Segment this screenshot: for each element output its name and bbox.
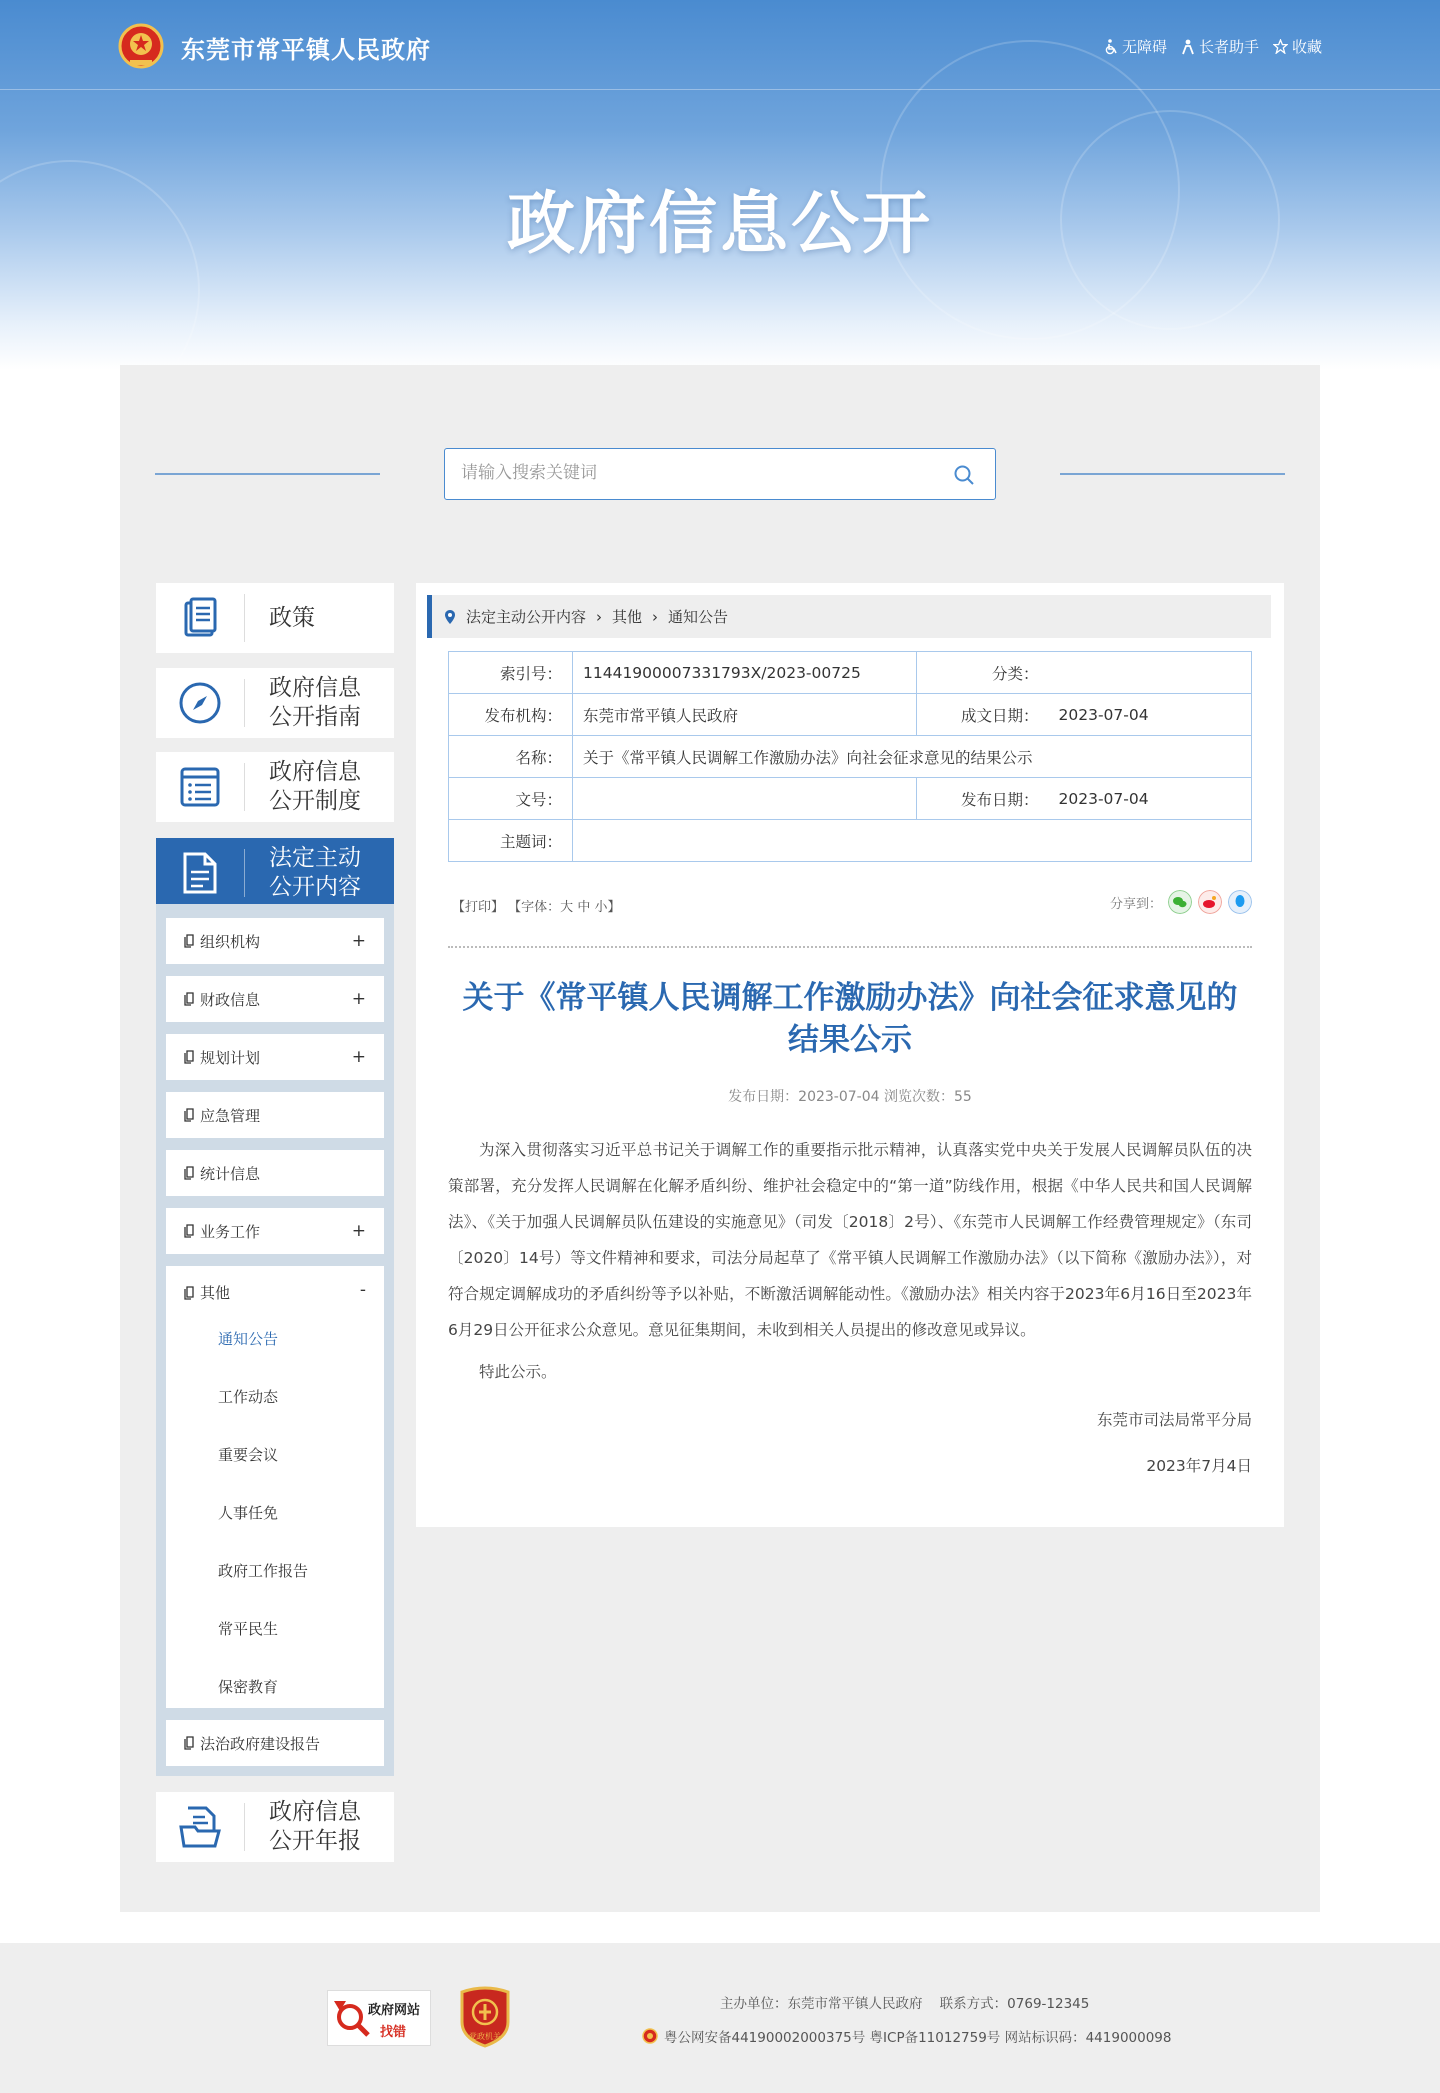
nav-policy[interactable] bbox=[156, 583, 394, 653]
file-icon bbox=[184, 1286, 196, 1300]
header-tools bbox=[1104, 36, 1322, 57]
print-button[interactable]: 【打印】 bbox=[452, 900, 505, 915]
font-small-button[interactable]: 小 bbox=[594, 900, 608, 915]
leaf-confidentiality[interactable]: 保密教育 bbox=[218, 1678, 279, 1696]
meta-index-label: 索引号： bbox=[449, 652, 573, 694]
breadcrumb bbox=[427, 595, 1271, 638]
file-icon bbox=[184, 1166, 196, 1180]
nav-legal-label: 法定主动 公开内容 bbox=[269, 845, 361, 900]
subnav-stats[interactable] bbox=[166, 1150, 384, 1196]
nav-separator bbox=[244, 763, 245, 811]
leaf-gov-report[interactable]: 政府工作报告 bbox=[218, 1562, 309, 1580]
expand-icon[interactable]: + bbox=[351, 1047, 366, 1067]
article-body bbox=[448, 1132, 1252, 1390]
file-icon bbox=[184, 1736, 196, 1750]
accessibility-button[interactable] bbox=[1104, 36, 1167, 57]
collapse-icon[interactable]: - bbox=[359, 1280, 366, 1300]
folder-document-icon bbox=[178, 1805, 222, 1849]
breadcrumb-other[interactable]: 其他 bbox=[612, 608, 643, 626]
elder-helper-button[interactable] bbox=[1181, 36, 1259, 57]
search-divider-right bbox=[1060, 473, 1285, 475]
font-medium-button[interactable]: 中 bbox=[577, 900, 591, 915]
header-banner bbox=[0, 0, 1440, 370]
article-paragraph: 为深入贯彻落实习近平总书记关于调解工作的重要指示批示精神，认真落实党中央关于发展人民调解员队伍的决策部署，充分发挥人民调解在化解矛盾纠纷、维护社会稳定中的“第一道”防线作用，根据《中华人民共和国人民调解法》、《关于加强人民调解员队伍建设的实施意见》（司发〔2018〕2号）、《东莞市人民调解工作经费管理规定》（东司〔2020〕14号）等文件精神和要求，司法分局起草了《常平镇人民调解工作激励办法》（以下简称《激励办法》），对符合规定调解成功的矛盾纠纷等予以补贴，不断激活调解能动性。《激励办法》相关内容于2023年6月16日至2023年6月29日公开征求公众意见。意见征集期间，未收到相关人员提出的修改意见或异议。 bbox=[448, 1141, 1252, 1339]
nav-policy-label: 政策 bbox=[269, 604, 315, 631]
book-icon bbox=[180, 597, 220, 639]
list-document-icon bbox=[178, 765, 222, 809]
search-input[interactable] bbox=[445, 449, 925, 497]
meta-subject-label: 主题词： bbox=[449, 820, 573, 862]
share-label: 分享到： bbox=[1109, 896, 1162, 912]
breadcrumb-statutory[interactable]: 法定主动公开内容 bbox=[466, 608, 587, 626]
meta-subject-value bbox=[573, 820, 1252, 862]
expand-icon[interactable]: + bbox=[351, 931, 366, 951]
meta-row bbox=[449, 778, 1252, 820]
meta-pubdate-value: 2023-07-04 bbox=[1049, 778, 1252, 820]
breadcrumb-separator: › bbox=[652, 607, 659, 626]
police-badge-icon bbox=[642, 2028, 658, 2044]
site-name[interactable]: 东莞市常平镇人民政府 bbox=[181, 36, 431, 64]
share-bar bbox=[1110, 890, 1252, 914]
compass-icon bbox=[178, 681, 222, 725]
footer-host-line bbox=[720, 1992, 1089, 2012]
leaf-appointments[interactable]: 人事任免 bbox=[218, 1504, 279, 1522]
nav-disclosure-system[interactable] bbox=[156, 752, 394, 822]
subnav-business-label: 业务工作 bbox=[200, 1222, 261, 1241]
breadcrumb-separator: › bbox=[596, 607, 603, 626]
footer-contact: 联系方式：0769-12345 bbox=[939, 1996, 1090, 2012]
leaf-notice[interactable]: 通知公告 bbox=[218, 1330, 279, 1348]
article-tools bbox=[452, 896, 621, 915]
subnav-lawgov-label: 法治政府建设报告 bbox=[200, 1734, 321, 1753]
qq-share-icon[interactable] bbox=[1228, 890, 1252, 914]
article-divider bbox=[448, 946, 1252, 948]
nav-legal-icon-wrap bbox=[156, 838, 244, 908]
meta-publisher-label: 发布机构： bbox=[449, 694, 573, 736]
file-icon bbox=[184, 934, 196, 948]
party-gov-badge-icon[interactable] bbox=[458, 1986, 512, 2048]
nav-separator bbox=[244, 849, 245, 897]
breadcrumb-notice[interactable]: 通知公告 bbox=[668, 608, 729, 626]
meta-docno-value bbox=[573, 778, 917, 820]
meta-docno-label: 文号： bbox=[449, 778, 573, 820]
nav-statutory-disclosure[interactable] bbox=[156, 838, 394, 908]
elder-icon bbox=[1181, 39, 1195, 55]
subnav-plan[interactable] bbox=[166, 1034, 384, 1080]
party-gov-badge-text: 党政机关 bbox=[469, 2032, 501, 2041]
subnav-other-group bbox=[166, 1266, 384, 1708]
star-icon bbox=[1273, 39, 1288, 54]
leaf-work-news[interactable]: 工作动态 bbox=[218, 1388, 279, 1406]
search-divider-left bbox=[155, 473, 380, 475]
file-icon bbox=[184, 1108, 196, 1122]
accessibility-label: 无障碍 bbox=[1121, 38, 1167, 56]
meta-row bbox=[449, 652, 1252, 694]
nav-separator bbox=[244, 594, 245, 642]
meta-row bbox=[449, 820, 1252, 862]
meta-pubdate-label: 发布日期： bbox=[917, 778, 1049, 820]
meta-name-label: 名称： bbox=[449, 736, 573, 778]
expand-icon[interactable]: + bbox=[351, 1221, 366, 1241]
favorite-button[interactable] bbox=[1273, 36, 1322, 57]
meta-row bbox=[449, 736, 1252, 778]
document-icon bbox=[180, 851, 220, 895]
file-icon bbox=[184, 1050, 196, 1064]
hero-title: 政府信息公开 bbox=[506, 185, 933, 264]
subnav-emergency[interactable] bbox=[166, 1092, 384, 1138]
meta-row bbox=[449, 694, 1252, 736]
article-signature-date: 2023年7月4日 bbox=[1146, 1457, 1252, 1475]
subnav-lawgov-report[interactable] bbox=[166, 1720, 384, 1766]
favorite-label: 收藏 bbox=[1291, 38, 1322, 56]
metadata-table bbox=[448, 651, 1252, 862]
subnav-other[interactable] bbox=[184, 1282, 230, 1303]
article-signature-org: 东莞市司法局常平分局 bbox=[1096, 1411, 1252, 1429]
font-size-suffix: 】 bbox=[607, 900, 621, 915]
nav-system-label: 政府信息 公开制度 bbox=[269, 759, 361, 814]
nav-guide-label: 政府信息 公开指南 bbox=[269, 675, 361, 730]
article-paragraph: 特此公示。 bbox=[479, 1363, 557, 1381]
magnifier-icon bbox=[332, 1997, 372, 2041]
nav-guide-icon-wrap bbox=[156, 668, 244, 738]
search-box bbox=[444, 448, 996, 500]
meta-created-label: 成文日期： bbox=[917, 694, 1049, 736]
wheelchair-icon bbox=[1104, 39, 1118, 55]
article-title: 关于《常平镇人民调解工作激励办法》向社会征求意见的结果公示 bbox=[462, 980, 1238, 1058]
file-icon bbox=[184, 992, 196, 1006]
error-report-text-2: 找错 bbox=[380, 2025, 407, 2040]
nav-annual-report[interactable] bbox=[156, 1792, 394, 1862]
leaf-livelihood[interactable]: 常平民生 bbox=[218, 1620, 279, 1638]
wechat-share-icon[interactable] bbox=[1168, 890, 1192, 914]
file-icon bbox=[184, 1224, 196, 1238]
nav-system-icon-wrap bbox=[156, 752, 244, 822]
nav-separator bbox=[244, 679, 245, 727]
subnav-plan-label: 规划计划 bbox=[200, 1048, 261, 1067]
nav-separator bbox=[244, 1803, 245, 1851]
nav-annual-label: 政府信息 公开年报 bbox=[269, 1799, 361, 1854]
national-emblem-icon bbox=[118, 22, 164, 70]
subnav-other-label: 其他 bbox=[200, 1284, 231, 1302]
subnav-emergency-label: 应急管理 bbox=[200, 1106, 261, 1125]
meta-index-value: 11441900007331793X/2023-00725 bbox=[573, 652, 917, 694]
meta-category-value bbox=[1049, 652, 1252, 694]
meta-name-value: 关于《常平镇人民调解工作激励办法》向社会征求意见的结果公示 bbox=[573, 736, 1252, 778]
site-error-report-button[interactable] bbox=[327, 1990, 431, 2046]
location-pin-icon bbox=[444, 609, 456, 625]
subnav-org[interactable] bbox=[166, 918, 384, 964]
subnav-org-label: 组织机构 bbox=[200, 932, 261, 951]
nav-policy-icon-wrap bbox=[156, 583, 244, 653]
article-info: 发布日期：2023-07-04 浏览次数：55 bbox=[728, 1089, 972, 1105]
elder-helper-label: 长者助手 bbox=[1198, 38, 1259, 56]
footer bbox=[0, 1943, 1440, 2093]
nav-disclosure-guide[interactable] bbox=[156, 668, 394, 738]
nav-annual-icon-wrap bbox=[156, 1792, 244, 1862]
meta-publisher-value: 东莞市常平镇人民政府 bbox=[573, 694, 917, 736]
footer-host: 主办单位：东莞市常平镇人民政府 bbox=[720, 1996, 923, 2012]
weibo-share-icon[interactable] bbox=[1198, 890, 1222, 914]
subnav-finance-label: 财政信息 bbox=[200, 990, 261, 1009]
footer-record-line bbox=[642, 2026, 1171, 2046]
expand-icon[interactable]: + bbox=[351, 989, 366, 1009]
meta-category-label: 分类： bbox=[917, 652, 1049, 694]
subnav-business[interactable] bbox=[166, 1208, 384, 1254]
search-icon[interactable] bbox=[953, 464, 975, 486]
font-size-prefix: 【字体： bbox=[508, 900, 561, 915]
meta-created-value: 2023-07-04 bbox=[1049, 694, 1252, 736]
error-report-text-1: 政府网站 bbox=[368, 2003, 421, 2018]
footer-record[interactable]: 粤公网安备44190002000375号 粤ICP备11012759号 网站标识码：4419000098 bbox=[664, 2030, 1172, 2046]
subnav-stats-label: 统计信息 bbox=[200, 1164, 261, 1183]
leaf-meetings[interactable]: 重要会议 bbox=[218, 1446, 279, 1464]
font-large-button[interactable]: 大 bbox=[560, 900, 574, 915]
subnav-finance[interactable] bbox=[166, 976, 384, 1022]
